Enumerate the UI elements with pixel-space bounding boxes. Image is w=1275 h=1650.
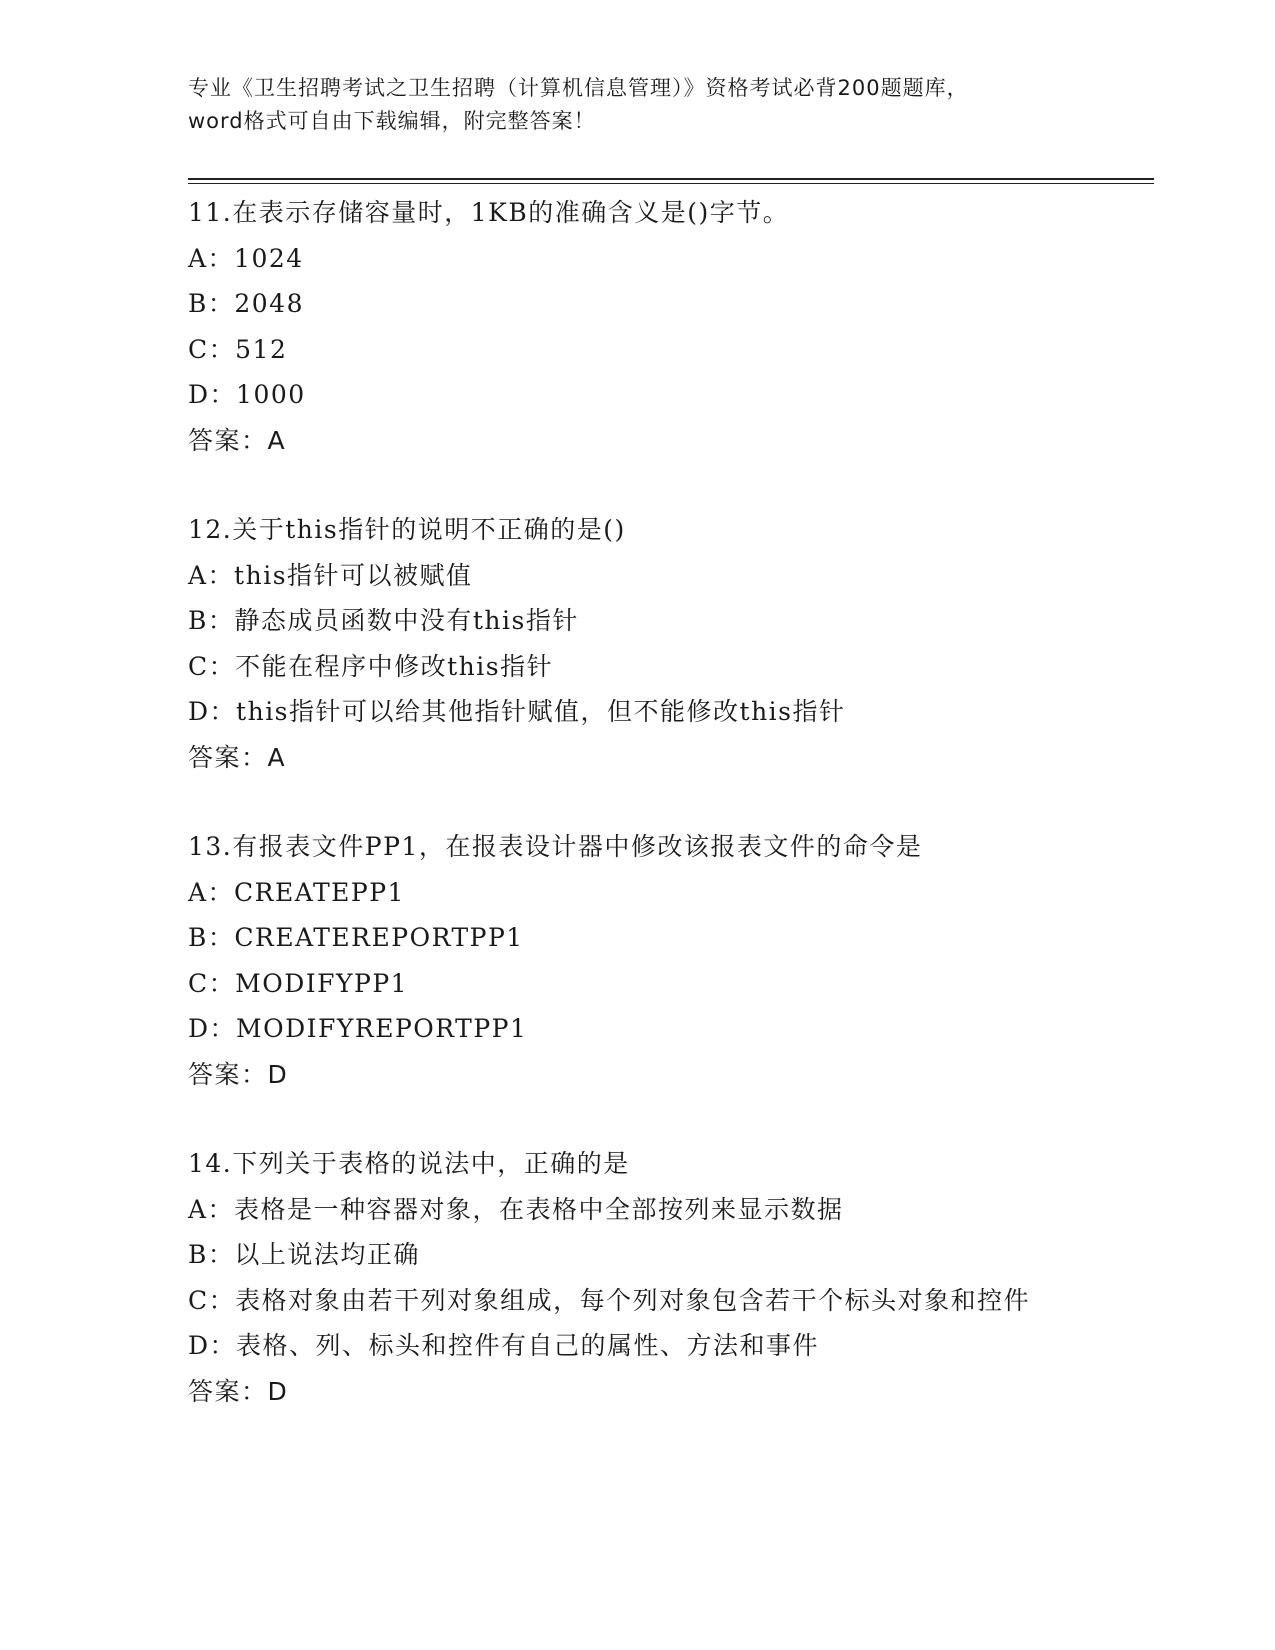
answer-line: 答案：A	[188, 742, 287, 772]
question-text-line	[188, 507, 1088, 553]
option-a: A：this指针可以被赋值	[188, 560, 473, 590]
question-item	[188, 190, 1088, 463]
answer-line: 答案：D	[188, 1376, 289, 1406]
option-c: C：表格对象由若干列对象组成，每个列对象包含若干个标头对象和控件	[188, 1285, 1031, 1315]
option-c: C：512	[188, 334, 288, 364]
option-b: B：2048	[188, 289, 304, 318]
question-number: 12.	[188, 515, 233, 544]
question-item	[188, 1141, 1088, 1414]
question-item	[188, 824, 1088, 1097]
question-number: 11.	[188, 198, 233, 227]
question-number: 14.	[188, 1149, 233, 1178]
question-text-line	[188, 1141, 1088, 1187]
question-text-line	[188, 190, 1088, 236]
question-text: 有报表文件PP1，在报表设计器中修改该报表文件的命令是	[232, 832, 923, 861]
question-text: 下列关于表格的说法中，正确的是	[232, 1149, 630, 1178]
option-a: A：表格是一种容器对象，在表格中全部按列来显示数据	[188, 1194, 844, 1224]
option-c: C：MODIFYPP1	[188, 968, 409, 998]
answer-line: 答案：D	[188, 1059, 289, 1089]
option-a: A：CREATEPP1	[188, 877, 405, 907]
option-c: C：不能在程序中修改this指针	[188, 651, 554, 681]
option-d: D：1000	[188, 380, 306, 409]
option-d: D：表格、列、标头和控件有自己的属性、方法和事件	[188, 1331, 820, 1360]
question-text: 关于this指针的说明不正确的是()	[232, 515, 626, 544]
document-header	[188, 72, 1088, 138]
question-number: 13.	[188, 832, 233, 861]
option-b: B：静态成员函数中没有this指针	[188, 606, 579, 635]
option-b: B：CREATEREPORTPP1	[188, 923, 524, 952]
header-line-2: word格式可自由下载编辑，附完整答案！	[188, 109, 596, 133]
question-item	[188, 507, 1088, 780]
answer-line: 答案：A	[188, 425, 287, 455]
header-divider-thin	[188, 183, 1154, 184]
header-line-1: 专业《卫生招聘考试之卫生招聘（计算机信息管理）》资格考试必背200题题库，	[188, 76, 969, 100]
question-text-line	[188, 824, 1088, 870]
option-d: D：MODIFYREPORTPP1	[188, 1014, 528, 1043]
header-divider	[188, 178, 1154, 180]
option-b: B：以上说法均正确	[188, 1240, 420, 1269]
option-a: A：1024	[188, 243, 304, 273]
question-list	[188, 190, 1088, 1458]
question-text: 在表示存储容量时，1KB的准确含义是()字节。	[232, 198, 790, 227]
option-d: D：this指针可以给其他指针赋值，但不能修改this指针	[188, 697, 846, 726]
